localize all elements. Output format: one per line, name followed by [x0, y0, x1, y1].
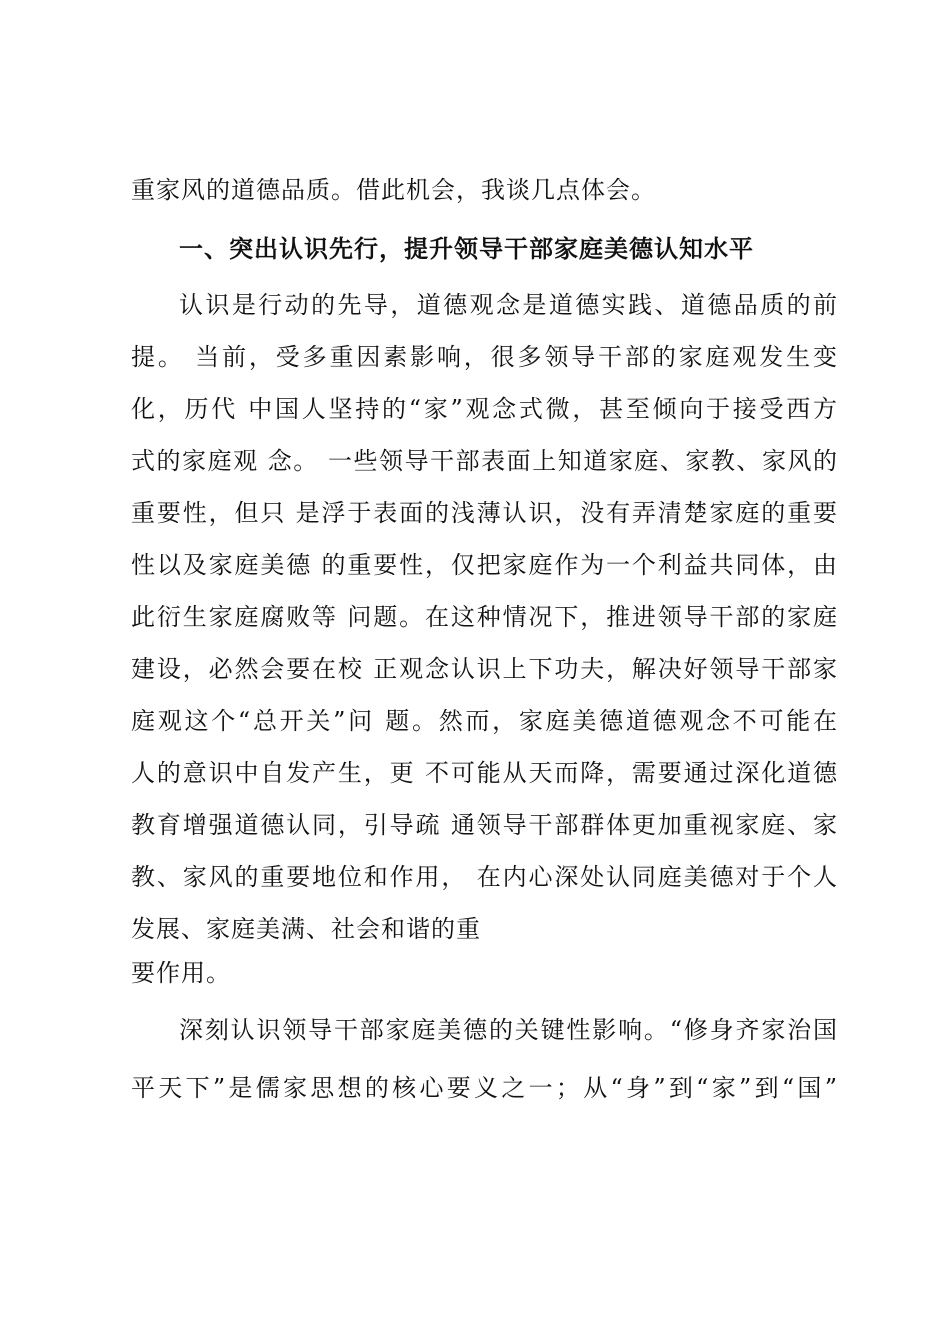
paragraph-line-6: 性以及家庭美德 的重要性，仅把家庭作为一个利益共同体，由	[131, 551, 837, 579]
paragraph-line-9: 庭观这个“总开关”问 题。然而，家庭美德道德观念不可能在	[131, 707, 837, 735]
paragraph-line-10: 人的意识中自发产生，更 不可能从天而降，需要通过深化道德	[131, 759, 837, 787]
paragraph2-line-2: 平天下”是儒家思想的核心要义之一；从“身”到“家”到“国”	[131, 1074, 837, 1102]
section-heading: 一、突出认识先行，提升领导干部家庭美德认知水平	[179, 235, 754, 263]
paragraph-line-14: 要作用。	[131, 959, 231, 987]
paragraph2-line-1: 深刻认识领导干部家庭美德的关键性影响。“修身齐家治国	[179, 1016, 837, 1044]
paragraph-line-7: 此衍生家庭腐败等 问题。在这种情况下，推进领导干部的家庭	[131, 603, 837, 631]
paragraph-line-8: 建设，必然会要在校 正观念认识上下功夫，解决好领导干部家	[131, 655, 837, 683]
paragraph-line-4: 式的家庭观 念。 一些领导干部表面上知道家庭、家教、家风的	[131, 447, 837, 475]
text-line-1: 重家风的道德品质。借此机会，我谈几点体会。	[131, 176, 656, 204]
paragraph-line-11: 教育增强道德认同，引导疏 通领导干部群体更加重视家庭、家	[131, 811, 837, 839]
paragraph-line-1: 认识是行动的先导，道德观念是道德实践、道德品质的前	[179, 291, 837, 319]
paragraph-line-13: 发展、家庭美满、社会和谐的重	[131, 915, 481, 943]
paragraph-line-2: 提。 当前，受多重因素影响，很多领导干部的家庭观发生变	[131, 343, 837, 371]
paragraph-line-5: 重要性，但只 是浮于表面的浅薄认识，没有弄清楚家庭的重要	[131, 499, 837, 527]
paragraph-line-3: 化，历代 中国人坚持的“家”观念式微，甚至倾向于接受西方	[131, 395, 837, 423]
paragraph-line-12: 教、家风的重要地位和作用， 在内心深处认同庭美德对于个人	[131, 863, 837, 891]
